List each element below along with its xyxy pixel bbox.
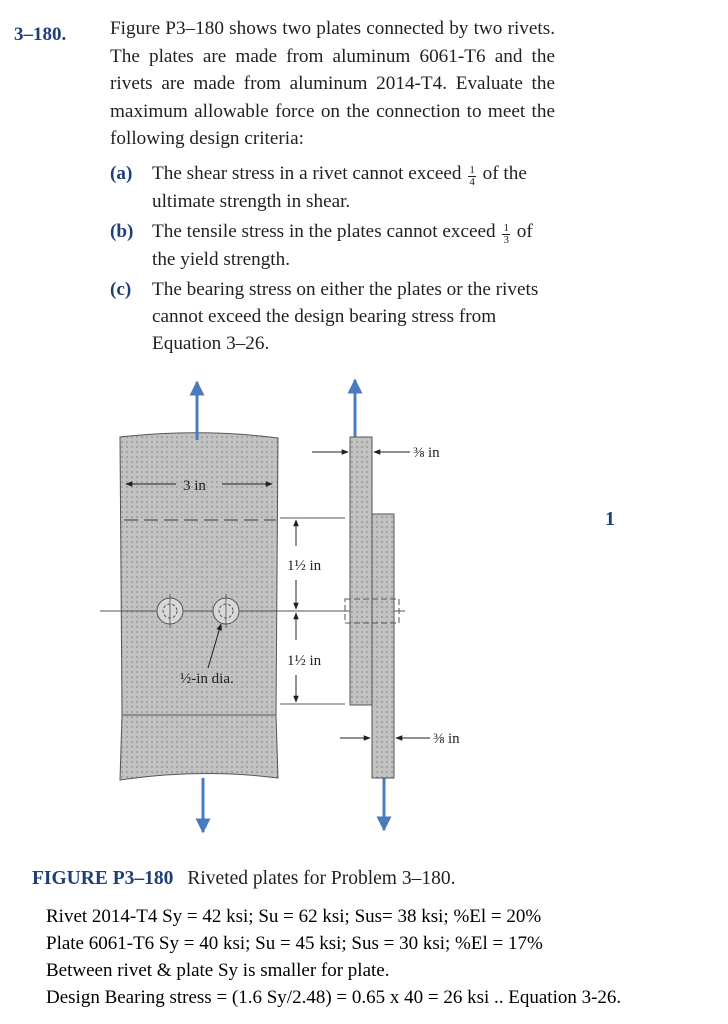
caption-text: Riveted plates for Problem 3–180. (187, 868, 456, 889)
spacing-top-label: 1½ in (287, 558, 322, 574)
criterion-b (110, 218, 560, 274)
criterion-text: The bearing stress on either the plates or the rivets cannot exceed the design bearing stress from Equation 3–26. (152, 279, 539, 354)
fraction: $\frac{1}{4}$ (469, 164, 475, 188)
criterion-text: The tensile stress in the plates cannot exceed $\frac{1}{3}$ of the yield strength. (152, 221, 533, 270)
spacing-bottom-label: 1½ in (287, 653, 322, 669)
note-yield: Between rivet & plate Sy is smaller for plate. (46, 960, 390, 981)
hole-label: ½-in dia. (180, 671, 234, 687)
fraction: $\frac{1}{3}$ (503, 222, 509, 246)
thickness-bottom-label: ⅜ in (433, 731, 460, 747)
problem-intro: Figure P3–180 shows two plates connected by two rivets. The plates are made from aluminum 6061-T6 and the rivets are made from aluminum 2014-T4. Evaluate the maximum allowable force on the connection to meet the following design criteria: (110, 18, 555, 149)
note-bearing: Design Bearing stress = (1.6 Sy/2.48) = 0.65 x 40 = 26 ksi .. Equation 3-26. (46, 987, 622, 1008)
note-rivet: Rivet 2014-T4 Sy = 42 ksi; Su = 62 ksi; Sus= 38 ksi; %El = 20% (46, 906, 542, 927)
note-plate: Plate 6061-T6 Sy = 40 ksi; Su = 45 ksi; Sus = 30 ksi; %El = 17% (46, 933, 543, 954)
criterion-label: (c) (110, 279, 132, 300)
criterion-c (110, 276, 560, 360)
side-mark: 1 (605, 508, 615, 530)
riveted-plates-figure (0, 370, 728, 840)
problem-number: 3–180. (14, 24, 67, 45)
figure-caption (32, 868, 455, 890)
width-label: 3 in (183, 478, 206, 494)
criterion-label: (a) (110, 163, 133, 184)
side-view (345, 437, 399, 778)
criterion-a (110, 160, 560, 216)
thickness-top-label: ⅜ in (413, 445, 440, 461)
criterion-text: The shear stress in a rivet cannot exceed $\frac{1}{4}$ of the ultimate strength in shear. (152, 163, 527, 212)
figure-label: FIGURE P3–180 (32, 868, 174, 889)
criterion-label: (b) (110, 221, 134, 242)
